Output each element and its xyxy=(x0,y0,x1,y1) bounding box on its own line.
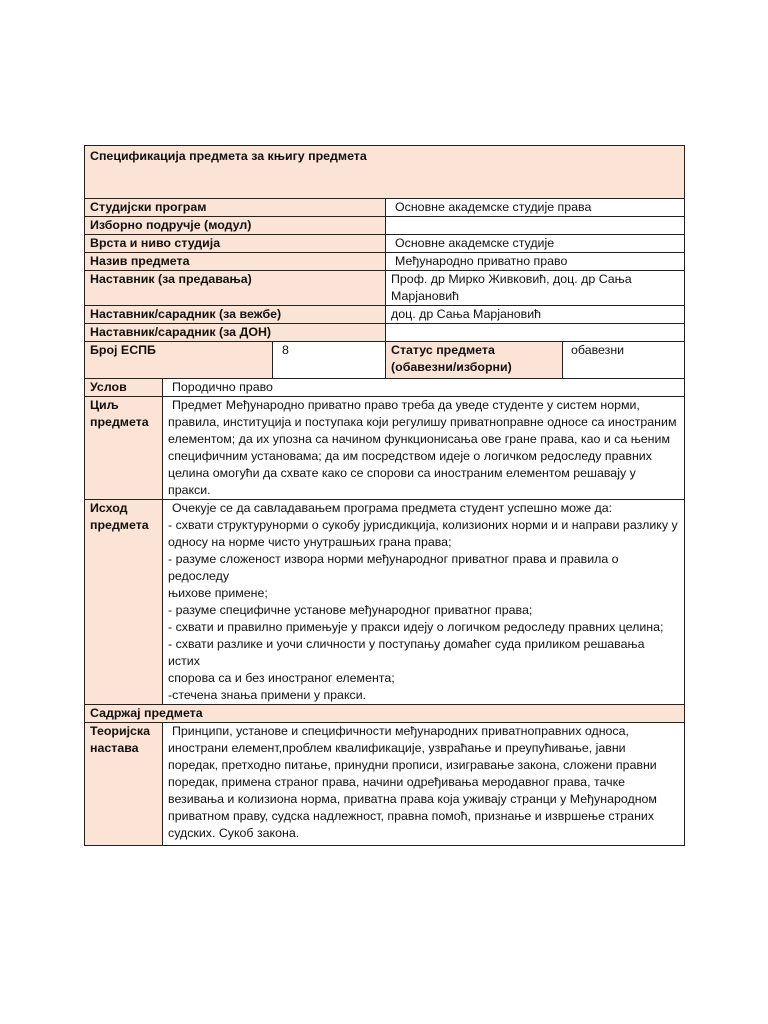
espb-label: Број ЕСПБ xyxy=(85,342,272,378)
outcome-row xyxy=(84,499,685,704)
status-label: Статус предмета (обавезни/изборни) xyxy=(385,342,562,378)
content-header: Садржај предмета xyxy=(85,705,684,722)
outcome-item: - схвати и правилно примењује у пракси идеју о логичком редоследу правних целина; xyxy=(168,620,664,634)
goal-label: Циљ предмета xyxy=(85,397,162,499)
course-specification-table xyxy=(84,145,685,846)
espb-value: 8 xyxy=(272,342,385,378)
don-teacher-label: Наставник/сарадник (за ДОН) xyxy=(85,324,385,341)
prerequisite-value: Породично право xyxy=(162,379,684,396)
outcome-item: - схвати структурунорми о сукобу јурисдикција, колизионих норми и и направи разлику у односу на норме чисто унутрашњих грана права; xyxy=(168,518,678,549)
theory-label: Теоријска настава xyxy=(85,723,162,845)
title-row xyxy=(84,145,685,198)
lecturers-value: Проф. др Мирко Живковић, доц. др Сања Марјановић xyxy=(385,271,684,305)
info-row-study-program xyxy=(84,198,685,216)
course-name-value: Међународно приватно право xyxy=(385,253,684,270)
study-type-label: Врста и ниво студија xyxy=(85,235,385,252)
outcome-item: - разуме сложеност извора норми међународног приватног права и правила о редоследу њихове примене; xyxy=(168,552,619,600)
course-name-label: Назив предмета xyxy=(85,253,385,270)
outcome-label: Исход предмета xyxy=(85,500,162,704)
goal-row xyxy=(84,396,685,499)
lecturers-label: Наставник (за предавања) xyxy=(85,271,385,305)
info-row-study-type xyxy=(84,234,685,252)
outcome-item: - разуме специфичне установе међународног приватног права; xyxy=(168,603,533,617)
study-program-value: Основне академске студије права xyxy=(385,199,684,216)
goal-text: Предмет Међународно приватно право треба да уведе студенте у систем норми, правила, институција и поступака који регулишу приватноправне односе са иностраним елементом; да их упозна са начином функционисања ове гране права, као и са њеним специфичним установама; да им посредством идеје о логичком редоследу правних целина омогући да схвате како се спорови са иностраним елементом решавају у пракси. xyxy=(162,397,684,499)
don-teacher-value xyxy=(385,324,684,341)
info-row-module xyxy=(84,216,685,234)
study-program-label: Студијски програм xyxy=(85,199,385,216)
theory-row xyxy=(84,722,685,846)
exercises-teacher-value: доц. др Сања Марјановић xyxy=(385,306,684,323)
status-value: обавезни xyxy=(562,342,684,378)
outcome-item: -стечена знања примени у пракси. xyxy=(168,688,367,702)
espb-status-row xyxy=(84,341,685,378)
prerequisite-label: Услов xyxy=(85,379,162,396)
outcome-content xyxy=(162,500,684,704)
theory-text: Принципи, установе и специфичности међународних приватноправних односа, инострани елемент,проблем квалификације, узвраћање и преупућивање, јавни поредак, претходно питање, принудни прописи, изигравање закона, сложени правни поредак, примена страног права, начини одређивања меродавног права, тачке везивања и колизиона норма, приватна права која уживају странци у Међународном приватном праву, судска надлежност, правна помоћ, признање и извршење страних судских. Сукоб закона. xyxy=(162,723,684,845)
info-row-don xyxy=(84,323,685,341)
module-value xyxy=(385,217,684,234)
info-row-exercises xyxy=(84,305,685,323)
info-row-lecturers xyxy=(84,270,685,305)
outcome-item: - схвати разлике и уочи сличности у поступању домаћег суда приликом решавања истих спорова са и без иностраног елемента; xyxy=(168,637,645,685)
exercises-teacher-label: Наставник/сарадник (за вежбе) xyxy=(85,306,385,323)
study-type-value: Основне академске студије xyxy=(385,235,684,252)
document-title: Спецификација предмета за књигу предмета xyxy=(85,146,684,198)
info-row-course-name xyxy=(84,252,685,270)
content-header-row xyxy=(84,704,685,722)
prerequisite-row xyxy=(84,378,685,396)
outcome-intro: Очекује се да савладавањем програма предмета студент успешно може да: xyxy=(172,501,613,515)
module-label: Изборно подручје (модул) xyxy=(85,217,385,234)
